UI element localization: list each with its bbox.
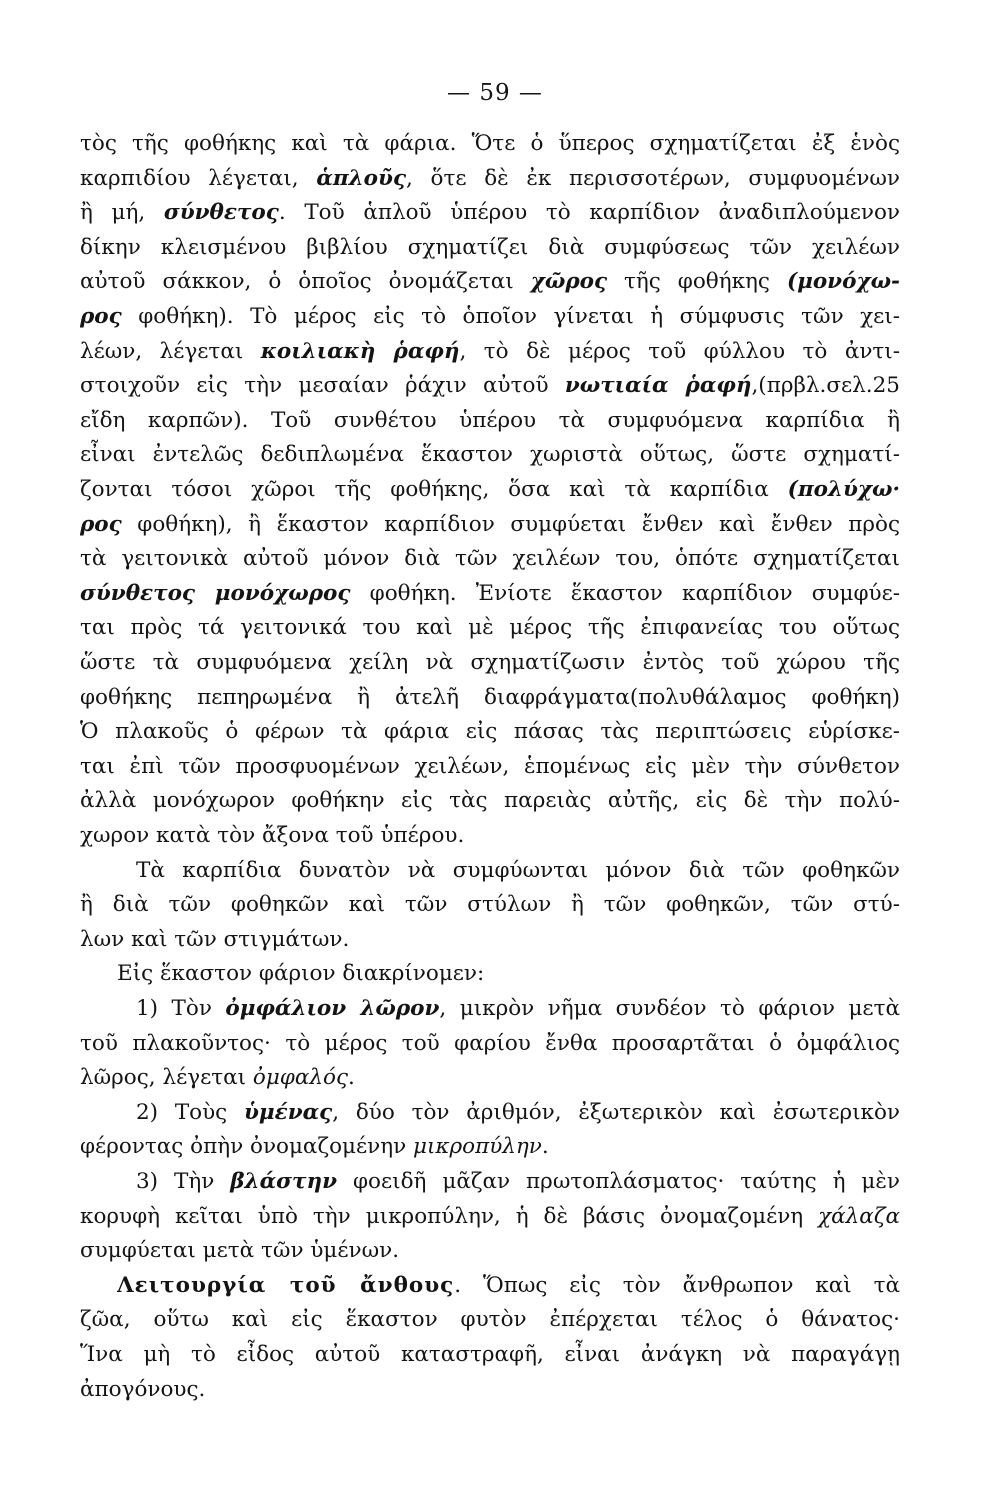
text-run: φοθήκη. Ἐνίοτε ἕκαστον καρπίδιον συμφύε- <box>350 580 900 606</box>
text-run: χωρον κατὰ τὸν ἄξονα τοῦ ὑπέρου. <box>80 823 465 848</box>
text-run: , τὸ δὲ μέρος τοῦ φύλλου τὸ ἀντι- <box>459 338 900 364</box>
emphasized-term: ρος <box>80 304 122 329</box>
text-run: ται πρὸς τά γειτονικά του καὶ μὲ μέρος τῆς ἐπιφανείας του οὕτως <box>80 615 900 641</box>
text-line <box>117 1269 900 1303</box>
emphasized-term: ὀμφάλιον λῶρον <box>225 996 440 1021</box>
text-line <box>80 1061 900 1095</box>
text-line <box>136 1096 900 1130</box>
text-run: εἶναι ἐντελῶς δεδιπλωμένα ἕκαστον χωριστὰ οὕτως, ὥστε σχηματί- <box>80 442 900 468</box>
text-line <box>80 508 900 542</box>
text-run: ται ἐπὶ τῶν προσφυομένων χειλέων, ἑπομένως εἰς μὲν τὴν σύνθετον <box>80 753 900 779</box>
text-line <box>117 957 900 991</box>
emphasized-term: βλάστην <box>230 1169 338 1194</box>
text-line <box>80 231 900 265</box>
text-run: τοῦ πλακοῦντος· τὸ μέρος τοῦ φαρίου ἔνθα προσαρτᾶται ὁ ὀμφάλιος <box>80 1030 900 1056</box>
text-run: φοθήκη), ἢ ἕκαστον καρπίδιον συμφύεται ἔνθεν καὶ ἔνθεν πρὸς <box>121 511 900 537</box>
text-run: Τὰ καρπίδια δυνατὸν νὰ συμφύωνται μόνον διὰ τῶν φοθηκῶν <box>136 857 900 883</box>
emphasized-term: σύνθετος <box>163 200 279 226</box>
text-run: εἴδη καρπῶν). Τοῦ συνθέτου ὑπέρου τὰ συμφυόμενα καρπίδια ἢ <box>80 407 900 433</box>
text-run: λέων, λέγεται <box>80 338 261 364</box>
text-run: κορυφὴ κεῖται ὑπὸ τὴν μικροπύλην, ἡ δὲ βάσις ὀνομαζομένη <box>80 1203 819 1229</box>
text-run: . Ὅπως εἰς τὸν ἄνθρωπον καὶ τὰ <box>454 1272 900 1298</box>
emphasized-term: (πολύχω· <box>787 477 900 502</box>
text-line <box>80 1338 900 1372</box>
text-run: 3) Τὴν <box>136 1169 231 1194</box>
text-line <box>80 611 900 645</box>
text-run: δίκην κλεισμένου βιβλίου σχηματίζει διὰ συμφύσεως τῶν χειλέων <box>80 234 900 260</box>
text-line <box>80 1200 900 1234</box>
emphasized-term: κοιλιακὴ ῥαφή <box>260 338 460 364</box>
text-run: ἢ διὰ τῶν φοθηκῶν καὶ τῶν στύλων ἢ τῶν φοθηκῶν, τῶν στύ- <box>80 892 900 918</box>
text-line <box>80 888 900 922</box>
emphasized-term: σύνθετος μονόχωρος <box>80 580 351 606</box>
text-line <box>80 404 900 438</box>
text-run: , μικρὸν νῆμα συνδέον τὸ φάριον μετὰ <box>439 996 900 1021</box>
text-run: φέροντας ὀπὴν ὀνομαζομένην <box>80 1134 414 1160</box>
text-run: φοειδῆ μᾶζαν πρωτοπλάσματος· ταύτης ἡ μὲν <box>337 1169 900 1194</box>
section-heading: Λειτουργία τοῦ ἄνθους <box>117 1272 455 1298</box>
emphasized-term: χῶρος <box>530 269 608 295</box>
text-run: ζῶα, οὕτω καὶ εἰς ἕκαστον φυτὸν ἐπέρχεται τέλος ὁ θάνατος· <box>80 1307 900 1333</box>
text-line <box>136 854 900 888</box>
text-run: . Τοῦ ἁπλοῦ ὑπέρου τὸ καρπίδιον ἀναδιπλούμενον <box>278 200 900 226</box>
text-run: λων καὶ τῶν στιγμάτων. <box>80 926 350 952</box>
text-line <box>80 196 900 230</box>
text-line <box>80 819 900 853</box>
text-line <box>136 1165 900 1199</box>
text-run: ζονται τόσοι χῶροι τῆς φοθήκης, ὅσα καὶ τὰ καρπίδια <box>80 477 788 502</box>
text-line <box>80 1303 900 1337</box>
text-line <box>80 1373 900 1407</box>
emphasized-term: ἁπλοῦς <box>316 165 407 191</box>
text-run: ἢ μή, <box>80 200 164 226</box>
emphasized-term: ὀμφαλός <box>252 1065 348 1091</box>
text-line <box>80 646 900 680</box>
text-line <box>80 1130 900 1164</box>
text-line <box>80 681 900 715</box>
text-line <box>136 992 900 1026</box>
emphasized-term: (μονόχω- <box>786 269 900 295</box>
emphasized-term: ὑμένας <box>243 1099 333 1125</box>
text-line <box>80 265 900 299</box>
text-line <box>80 715 900 749</box>
emphasized-term: νωτιαία ῥαφή <box>564 373 752 399</box>
emphasized-term: μικροπύλην <box>413 1134 542 1160</box>
text-run: . <box>348 1065 355 1091</box>
text-run: Ὁ πλακοῦς ὁ φέρων τὰ φάρια εἰς πάσας τὰς περιπτώσεις εὑρίσκε- <box>80 719 900 745</box>
text-run: αὐτοῦ σάκκον, ὁ ὁποῖος ὀνομάζεται <box>80 269 531 295</box>
page-number: — 59 — <box>447 80 543 106</box>
text-run: φοθήκη). Τὸ μέρος εἰς τὸ ὁποῖον γίνεται ἡ σύμφυσις τῶν χει- <box>121 304 900 329</box>
text-line <box>80 335 900 369</box>
text-line <box>80 750 900 784</box>
text-line <box>80 300 900 334</box>
emphasized-term: χάλαζα <box>818 1203 900 1229</box>
text-line <box>80 923 900 957</box>
text-run: . <box>541 1134 549 1160</box>
text-run: καρπιδίου λέγεται, <box>80 165 317 191</box>
text-run: τῆς φοθήκης <box>607 269 787 295</box>
text-run: τὸς τῆς φοθήκης καὶ τὰ φάρια. Ὅτε ὁ ὕπερος σχηματίζεται ἐξ ἑνὸς <box>80 131 900 156</box>
text-run: 1) Τὸν <box>136 996 226 1021</box>
text-run: ὥστε τὰ συμφυόμενα χείλη νὰ σχηματίζωσιν ἐντὸς τοῦ χώρου τῆς <box>80 650 900 675</box>
text-run: στοιχοῦν εἰς τὴν μεσαίαν ῥάχιν αὐτοῦ <box>80 373 565 399</box>
text-line <box>80 1027 900 1061</box>
text-line <box>80 1234 900 1268</box>
text-run: Ἵνα μὴ τὸ εἶδος αὐτοῦ καταστραφῆ, εἶναι ἀνάγκη νὰ παραγάγῃ <box>80 1342 900 1367</box>
emphasized-term: ρος <box>80 511 122 537</box>
text-run: ἀλλὰ μονόχωρον φοθήκην εἰς τὰς παρειὰς αὐτῆς, εἰς δὲ τὴν πολύ- <box>80 788 900 814</box>
text-run: Εἰς ἕκαστον φάριον διακρίνομεν: <box>117 961 485 987</box>
text-line <box>80 162 900 196</box>
text-run: συμφύεται μετὰ τῶν ὑμένων. <box>80 1238 400 1264</box>
text-run: τὰ γειτονικὰ αὐτοῦ μόνον διὰ τῶν χειλέων του, ὁπότε σχηματίζεται <box>80 546 900 572</box>
text-line <box>80 784 900 818</box>
text-run: , δύο τὸν ἀριθμόν, ἐξωτερικὸν καὶ ἐσωτερικὸν <box>332 1099 900 1125</box>
text-run: λῶρος, λέγεται <box>80 1065 253 1091</box>
text-line <box>80 369 900 403</box>
text-line <box>80 577 900 611</box>
text-run: ἀπογόνους. <box>80 1376 206 1402</box>
text-run: , ὅτε δὲ ἐκ περισσοτέρων, συμφυομένων <box>406 165 900 191</box>
text-run: 2) Τοὺς <box>136 1099 244 1125</box>
text-run: φοθήκης πεπηρωμένα ἢ ἀτελῆ διαφράγματα(πολυθάλαμος φοθήκη) <box>80 684 900 710</box>
text-line <box>80 473 900 507</box>
text-line <box>80 127 900 161</box>
text-line <box>80 542 900 576</box>
text-line <box>80 438 900 472</box>
text-run: ,(πρβλ.σελ.25 <box>751 373 900 399</box>
